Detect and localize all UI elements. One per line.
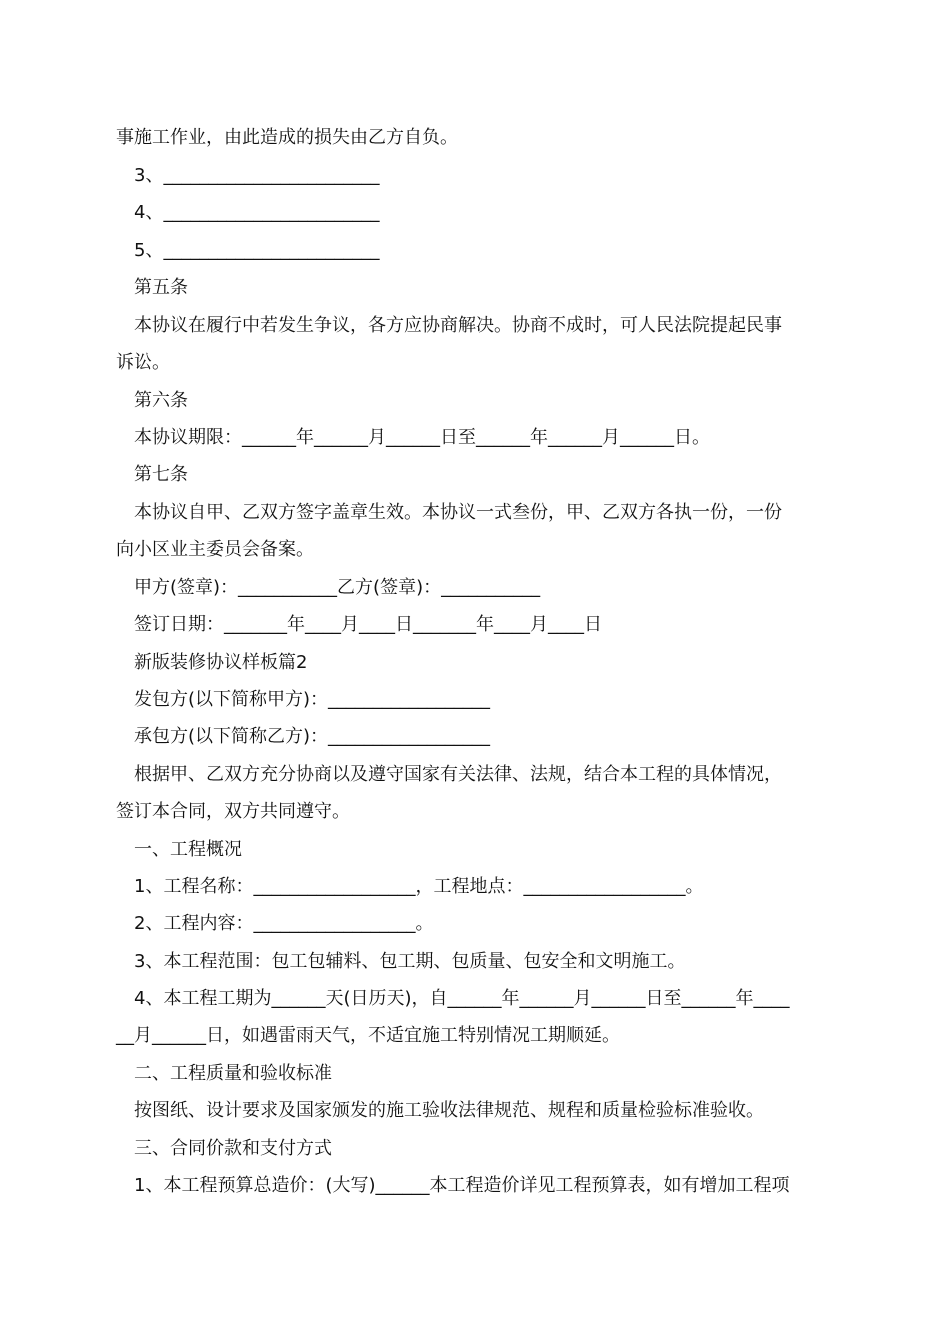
blank-item-3: 3、________________________ [134, 165, 380, 186]
text-line: 本协议在履行中若发生争议，各方应协商解决。协商不成时，可人民法院提起民事 [134, 315, 782, 336]
section-heading: 一、工程概况 [134, 839, 242, 860]
section-heading: 三、合同价款和支付方式 [134, 1138, 332, 1159]
blank-item-4: 4、________________________ [134, 202, 380, 223]
party-a-line: 发包方(以下简称甲方)：__________________ [134, 689, 491, 710]
blank-item-5: 5、________________________ [134, 240, 380, 261]
text-line: 诉讼。 [116, 352, 170, 373]
text-line: 向小区业主委员会备案。 [116, 539, 314, 560]
signature-line: 甲方(签章)：___________乙方(签章)：___________ [134, 577, 541, 598]
section-title: 新版装修协议样板篇2 [134, 652, 308, 673]
term-line: 本协议期限：______年______月______日至______年______月______日。 [134, 427, 710, 448]
sign-date-line: 签订日期：_______年____月____日_______年____月____日 [134, 614, 602, 635]
text-line: __月______日，如遇雷雨天气，不适宜施工特别情况工期顺延。 [116, 1025, 620, 1046]
text-line: 本协议自甲、乙双方签字盖章生效。本协议一式叁份，甲、乙双方各执一份，一份 [134, 502, 782, 523]
text-line: 根据甲、乙双方充分协商以及遵守国家有关法律、法规，结合本工程的具体情况， [134, 764, 782, 785]
text-line: 事施工作业，由此造成的损失由乙方自负。 [116, 127, 458, 148]
article-heading: 第五条 [134, 277, 188, 298]
party-b-line: 承包方(以下简称乙方)：__________________ [134, 726, 491, 747]
text-line: 1、本工程预算总造价：(大写)______本工程造价详见工程预算表，如有增加工程项 [134, 1175, 790, 1196]
text-line: 3、本工程范围：包工包辅料、包工期、包质量、包安全和文明施工。 [134, 951, 686, 972]
text-line: 按图纸、设计要求及国家颁发的施工验收法律规范、规程和质量检验标准验收。 [134, 1100, 764, 1121]
text-line: 1、工程名称：__________________，工程地点：__________________。 [134, 876, 704, 897]
section-heading: 二、工程质量和验收标准 [134, 1063, 332, 1084]
text-line: 2、工程内容：__________________。 [134, 913, 434, 934]
text-line: 4、本工程工期为______天(日历天)，自______年______月______日至______年____ [134, 988, 790, 1009]
text-line: 签订本合同，双方共同遵守。 [116, 801, 350, 822]
article-heading: 第六条 [134, 390, 188, 411]
article-heading: 第七条 [134, 464, 188, 485]
